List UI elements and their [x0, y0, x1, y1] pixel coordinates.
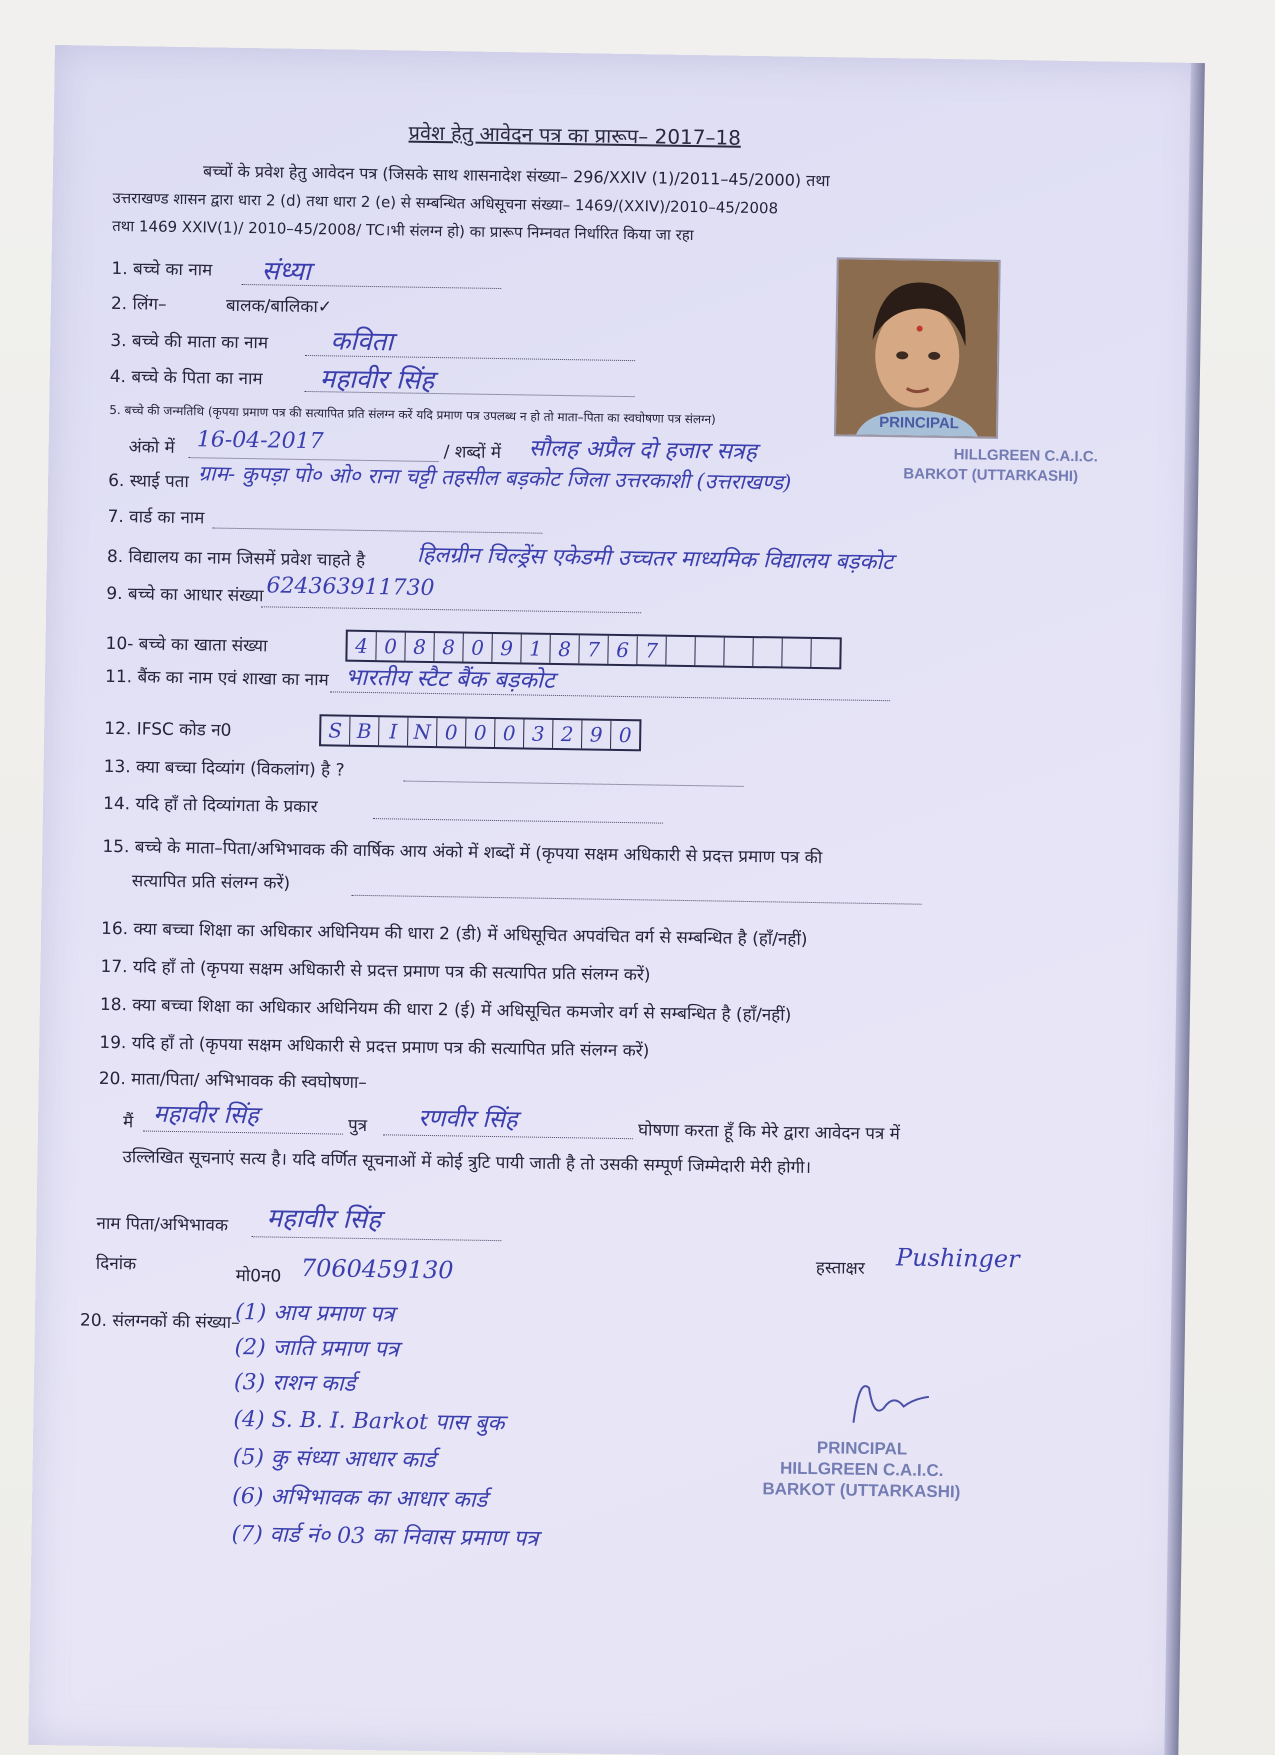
declaration-son-of-label: पुत्र	[347, 1115, 368, 1137]
field-7-label: 7. वार्ड का नाम	[107, 506, 205, 529]
field-2-label: 2. लिंग–	[110, 293, 167, 315]
photo-stamp-school: HILLGREEN C.A.I.C.	[953, 446, 1098, 466]
attachments-label: 20. संलग्नकों की संख्या–	[79, 1310, 240, 1334]
field-3-value: कविता	[330, 326, 394, 358]
mobile-label: मो0न0	[235, 1265, 282, 1287]
intro-line-3: तथा 1469 XXIV(1)/ 2010–45/2008/ TC।भी संलग्न हो) का प्रारूप निम्नवत निर्धारित किया जा रहा	[112, 216, 694, 245]
signature-label: हस्ताक्षर	[815, 1258, 865, 1279]
ifsc-char-box: 0	[437, 718, 466, 746]
field-9-line	[261, 606, 641, 613]
field-11-label: 11. बैंक का नाम एवं शाखा का नाम	[104, 666, 329, 691]
account-digit-box: 8	[405, 633, 434, 661]
mobile-value: 7060459130	[300, 1254, 454, 1285]
field-4-label: 4. बच्चे के पिता का नाम	[109, 366, 263, 390]
declaration-text-2: उल्लिखित सूचनाएं सत्य है। यदि वर्णित सूचनाओं में कोई त्रुटि पायी जाती है तो उसकी सम्पूर्ण जिम्मेदारी मेरी होगी।	[122, 1147, 812, 1179]
ifsc-char-box: S	[321, 716, 350, 744]
attachment-item: (2) जाति प्रमाण पत्र	[234, 1334, 400, 1363]
ifsc-char-box: B	[350, 717, 379, 745]
account-digit-box: 7	[637, 636, 666, 664]
form-title: प्रवेश हेतु आवेदन पत्र का प्रारूप– 2017–18	[408, 120, 742, 150]
field-4-value: महावीर सिंह	[319, 364, 435, 396]
field-8-label: 8. विद्यालय का नाम जिसमें प्रवेश चाहते है	[106, 546, 366, 571]
ifsc-code-boxes	[319, 714, 641, 751]
ifsc-char-box: 0	[495, 719, 524, 747]
field-16-label: 16. क्या बच्चा शिक्षा का अधिकार अधिनियम की धारा 2 (डी) में अधिसूचित अपवंचित वर्ग से सम्बन्धित है (हाँ/नहीं)	[100, 918, 808, 950]
account-digit-box	[666, 637, 695, 665]
field-18-label: 18. क्या बच्चा शिक्षा का अधिकार अधिनियम की धारा 2 (ई) में अधिसूचित कमजोर वर्ग से सम्बन्धित है (हाँ/नहीं)	[99, 994, 792, 1026]
photo-stamp-principal: PRINCIPAL	[879, 413, 960, 433]
declaration-name: महावीर सिंह	[153, 1099, 259, 1130]
intro-line-2: उत्तराखण्ड शासन द्वारा धारा 2 (d) तथा धारा 2 (e) से सम्बन्धित अधिसूचना संख्या– 1469/(XXIV)/2010–45/2008	[112, 188, 779, 218]
principal-stamp-school: HILLGREEN C.A.I.C.	[779, 1458, 944, 1481]
account-digit-box	[695, 637, 724, 665]
ifsc-char-box: I	[379, 717, 408, 745]
account-digit-box	[811, 639, 839, 667]
account-digit-box	[782, 639, 811, 667]
field-11-value: भारतीय स्टैट बैंक बड़कोट	[344, 664, 555, 694]
student-photo-image	[836, 259, 999, 436]
field-5-label: 5. बच्चे की जन्मतिथि (कृपया प्रमाण पत्र की सत्यापित प्रति संलग्न करें यदि प्रमाण पत्र उपलब्ध न हो तो माता–पिता का स्वघोषणा पत्र संलग्न)	[109, 402, 716, 427]
attachment-item: (7) वार्ड नं० 03 का निवास प्रमाण पत्र	[231, 1521, 539, 1552]
principal-stamp-title: PRINCIPAL	[816, 1438, 908, 1459]
intro-line-1: बच्चों के प्रवेश हेतु आवेदन पत्र (जिसके साथ शासनादेश संख्या– 296/XXIV (1)/2011–45/2000) तथा	[202, 161, 830, 191]
form-sheet	[28, 45, 1205, 1755]
attachment-item: (5) कु संध्या आधार कार्ड	[232, 1444, 436, 1474]
field-5-words-value: सौलह अप्रैल दो हजार सत्रह	[528, 435, 757, 466]
field-14-line	[373, 818, 663, 824]
ifsc-char-box: 0	[618, 722, 632, 748]
account-digit-box: 0	[376, 632, 405, 660]
principal-signature	[833, 1367, 954, 1439]
field-15-label-2: सत्यापित प्रति संलग्न करें)	[131, 871, 291, 894]
field-5-words-label: / शब्दों में	[443, 442, 502, 464]
account-digit-box: 0	[463, 633, 492, 661]
guardian-signature: Pushinger	[895, 1243, 1020, 1274]
guardian-line	[251, 1236, 501, 1241]
date-label: दिनांक	[95, 1253, 137, 1275]
declaration-name-line	[143, 1131, 343, 1135]
field-20-label: 20. माता/पिता/ अभिभावक की स्वघोषणा–	[98, 1068, 368, 1094]
principal-stamp	[762, 1436, 961, 1502]
field-19-label: 19. यदि हाँ तो (कृपया सक्षम अधिकारी से प्रदत्त प्रमाण पत्र की सत्यापित प्रति संलग्न करें)	[99, 1032, 650, 1062]
field-1-label: 1. बच्चे का नाम	[111, 258, 213, 281]
account-digit-box: 4	[347, 632, 376, 660]
field-15-label-1: 15. बच्चे के माता–पिता/अभिभावक की वार्षिक आय अंको में शब्दों में (कृपया सक्षम अधिकारी से प्रदत्त प्रमाण पत्र की	[102, 836, 823, 869]
guardian-value: महावीर सिंह	[266, 1203, 382, 1236]
account-digit-box	[724, 638, 753, 666]
field-7-line	[212, 528, 542, 534]
field-6-value: ग्राम- कुपड़ा पो० ओ० राना चट्टी तहसील बड़कोट जिला उत्तरकाशी (उत्तराखण्ड)	[198, 461, 792, 495]
field-14-label: 14. यदि हाँ तो दिव्यांगता के प्रकार	[102, 793, 318, 818]
ifsc-char-box: 0	[466, 719, 495, 747]
field-9-label: 9. बच्चे का आधार संख्या	[106, 583, 264, 607]
account-digit-box: 8	[550, 635, 579, 663]
guardian-label: नाम पिता/अभिभावक	[96, 1213, 229, 1236]
attachment-item: (3) राशन कार्ड	[233, 1369, 356, 1397]
photo-stamp-place: BARKOT (UTTARKASHI)	[903, 465, 1079, 486]
ifsc-char-box: N	[408, 718, 437, 746]
field-5-digits-value: 16-04-2017	[196, 427, 324, 455]
field-3-label: 3. बच्चे की माता का नाम	[110, 330, 269, 354]
sheet-edge-shadow	[1164, 63, 1205, 1755]
declaration-son-of-value: रणवीर सिंह	[417, 1103, 518, 1134]
field-2-value: बालक/बालिका✓	[225, 295, 333, 318]
field-8-value: हिलग्रीन चिल्ड्रेंस एकेडमी उच्चतर माध्यमिक विद्यालय बड़कोट	[416, 542, 894, 576]
field-11-line	[330, 691, 890, 701]
field-6-label: 6. स्थाई पता	[108, 470, 189, 493]
account-digit-box: 1	[521, 634, 550, 662]
account-digit-box: 8	[434, 633, 463, 661]
attachment-item: (1) आय प्रमाण पत्र	[234, 1299, 395, 1328]
ifsc-char-box: 9	[582, 720, 611, 748]
account-digit-box	[753, 638, 782, 666]
account-digit-box: 7	[579, 635, 608, 663]
account-digit-box: 6	[608, 636, 637, 664]
ifsc-char-box: 2	[553, 720, 582, 748]
field-1-value: संध्या	[261, 256, 311, 288]
field-5-digits-label: अंको में	[128, 437, 175, 458]
attachment-item: (4) S. B. I. Barkot पास बुक	[233, 1406, 505, 1437]
principal-stamp-place: BARKOT (UTTARKASHI)	[762, 1479, 961, 1502]
field-9-value: 624363911730	[266, 573, 435, 602]
field-15-line	[352, 895, 922, 905]
declaration-prefix: मैं	[122, 1112, 134, 1133]
declaration-text-1: घोषणा करता हूँ कि मेरे द्वारा आवेदन पत्र में	[637, 1120, 901, 1145]
field-17-label: 17. यदि हाँ तो (कृपया सक्षम अधिकारी से प्रदत्त प्रमाण पत्र की सत्यापित प्रति संलग्न करें)	[100, 956, 651, 986]
account-digit-box: 9	[492, 634, 521, 662]
ifsc-char-box: 3	[524, 719, 553, 747]
field-12-label: 12. IFSC कोड न0	[104, 718, 232, 741]
field-13-line	[403, 781, 743, 787]
attachment-item: (6) अभिभावक का आधार कार्ड	[232, 1483, 488, 1513]
field-13-label: 13. क्या बच्चा दिव्यांग (विकलांग) है ?	[103, 756, 345, 781]
field-10-label: 10- बच्चे का खाता संख्या	[105, 633, 268, 657]
